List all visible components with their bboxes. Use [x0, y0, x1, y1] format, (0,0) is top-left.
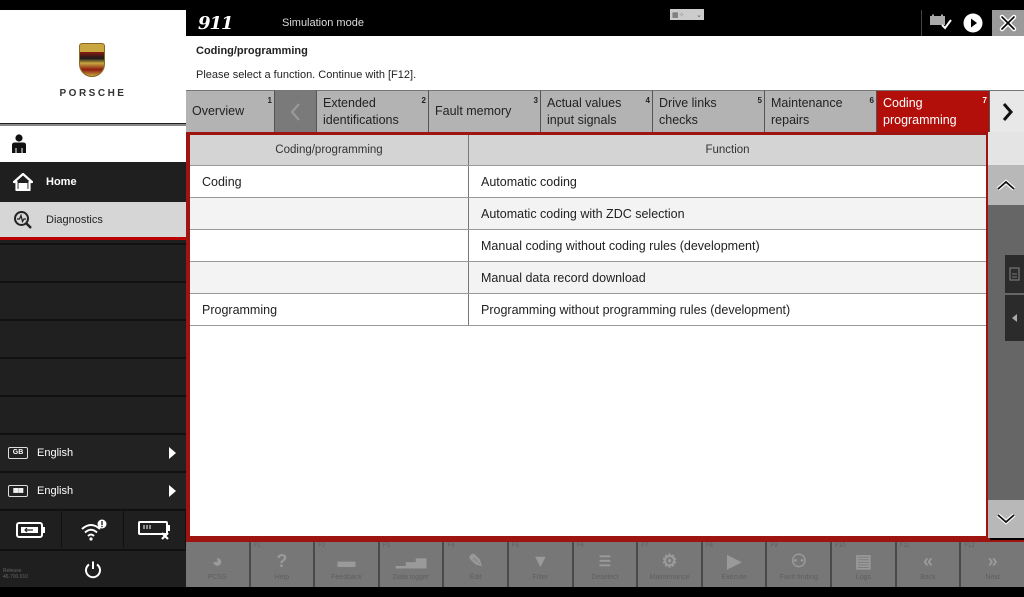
tab-label: identifications [323, 113, 399, 127]
nav-diagnostics[interactable] [0, 202, 186, 240]
data-logger-icon: ▁▃▅ [396, 553, 427, 568]
toolbar-label: PCSS [207, 574, 227, 581]
category-cell: Coding [190, 166, 469, 197]
release-version: 46.700.010 [3, 574, 29, 580]
page-header [186, 36, 1024, 90]
tab-label: Overview [192, 104, 245, 118]
keyboard-icon: ▦▦ [8, 485, 28, 497]
toolbar-label: Logs [855, 574, 871, 581]
brand-wordmark: PORSCHE [59, 88, 127, 99]
power-icon[interactable] [83, 560, 103, 580]
language-flag-icon: GB [8, 447, 28, 459]
tab-overview[interactable] [186, 90, 275, 132]
tab-label: Coding [883, 96, 923, 110]
toolbar-label: Maintenance [649, 574, 690, 581]
function-cell: Automatic coding [481, 174, 577, 189]
table-row[interactable] [190, 294, 986, 326]
tab-label: Maintenance [771, 96, 843, 110]
table-row[interactable] [190, 262, 986, 294]
tab-label: Actual values [547, 96, 622, 110]
title-bar [186, 10, 1024, 36]
bottom-bezel [0, 587, 1024, 597]
tab-actual-values[interactable] [541, 90, 653, 132]
diagnostics-icon [0, 210, 46, 230]
filter-icon: ▼ [531, 550, 550, 571]
back-icon: « [923, 550, 934, 571]
tab-number: 7 [982, 96, 987, 105]
mode-label: Simulation mode [282, 17, 364, 29]
function-cell: Manual data record download [481, 270, 646, 285]
divider [921, 10, 922, 36]
function-table [186, 132, 990, 540]
sidebar [0, 10, 186, 587]
chevron-right-icon [169, 485, 176, 497]
window-dropdown[interactable] [670, 9, 704, 20]
tab-bar [186, 90, 1024, 132]
tab-drive-links[interactable] [653, 90, 765, 132]
scrollbar[interactable] [988, 132, 1024, 538]
tab-number: 3 [533, 96, 538, 105]
side-panel-toggle[interactable] [1005, 295, 1024, 341]
function-key: F6 [576, 543, 584, 549]
toolbar-label: Edit [469, 574, 482, 581]
edit-icon: ✎ [468, 550, 484, 571]
execute-icon: ▶ [727, 550, 742, 571]
tab-number: 1 [267, 96, 272, 105]
category-cell [190, 230, 469, 261]
keyboard-label: English [37, 484, 74, 497]
power-row [0, 549, 186, 587]
chevron-down-icon: ⌄ [696, 11, 702, 19]
function-key: F4 [447, 543, 455, 549]
tab-coding-programming[interactable] [877, 90, 990, 132]
category-cell: Programming [190, 294, 469, 325]
sidebar-empty-slot [0, 281, 186, 318]
keyboard-selector[interactable] [0, 471, 186, 508]
table-row[interactable] [190, 230, 986, 262]
next-icon: » [987, 550, 998, 571]
nav-home[interactable] [0, 163, 186, 201]
release-info [3, 568, 28, 580]
grid-icon: ▦⁘ [672, 11, 685, 19]
function-key: F5 [512, 543, 520, 549]
tab-label: repairs [771, 113, 810, 127]
tab-scroll-left-button[interactable] [275, 90, 317, 132]
page-instruction: Please select a function. Continue with [F12]. [196, 69, 417, 81]
table-row[interactable] [190, 166, 986, 198]
toolbar-label: Help [274, 574, 290, 581]
fault-finding-icon: ⚇ [790, 550, 807, 571]
column-header[interactable]: Function [705, 144, 750, 156]
language-selector[interactable] [0, 433, 186, 470]
toolbar-button-edit[interactable] [444, 542, 509, 587]
user-icon [10, 134, 28, 154]
chevron-up-icon [996, 179, 1016, 191]
toolbar-label: Fault finding [779, 574, 818, 581]
tab-label: checks [659, 113, 698, 127]
scrollbar-header [988, 132, 1024, 165]
tab-label: input signals [547, 113, 617, 127]
tab-number: 4 [645, 96, 650, 105]
wifi-status[interactable] [62, 511, 124, 548]
category-cell [190, 262, 469, 293]
status-row [0, 509, 186, 548]
user-button[interactable] [0, 124, 186, 162]
release-label: Release [3, 568, 22, 574]
toolbar-label: Back [920, 574, 936, 581]
help-icon: ? [276, 550, 288, 571]
function-key: F10 [835, 543, 846, 549]
toolbar-button-maintenance[interactable] [638, 542, 703, 587]
pcss-icon: ◕ [211, 550, 223, 571]
vci-status[interactable] [124, 511, 186, 548]
toolbar-label: Feedback [331, 574, 362, 581]
toolbar-button-pcss[interactable] [186, 542, 251, 587]
maintenance-icon: ⚙ [661, 550, 678, 571]
toolbar-button-fault-finding[interactable] [767, 542, 832, 587]
function-key: F9 [770, 543, 778, 549]
toolbar-button-data-logger[interactable] [380, 542, 445, 587]
function-cell: Automatic coding with ZDC selection [481, 206, 685, 221]
sidebar-empty-slot [0, 395, 186, 432]
sidebar-empty-slot [0, 319, 186, 356]
notes-icon [1009, 267, 1021, 281]
function-key: F12 [964, 543, 975, 549]
table-header [190, 135, 986, 166]
battery-icon [16, 522, 46, 538]
scroll-down-button[interactable] [988, 500, 1024, 538]
function-cell: Programming without programming rules (development) [481, 302, 791, 317]
toolbar-label: Data logger [393, 574, 430, 581]
tab-maintenance-repairs[interactable] [765, 90, 877, 132]
tab-fault-memory[interactable] [429, 90, 541, 132]
column-header[interactable]: Coding/programming [190, 135, 469, 165]
chevron-right-icon [169, 447, 176, 459]
chevron-down-icon [996, 513, 1016, 525]
notes-side-button[interactable] [1005, 255, 1024, 293]
chevron-left-icon [289, 102, 303, 122]
function-key: F1 [253, 543, 261, 549]
toolbar-button-logs[interactable] [832, 542, 897, 587]
language-label: English [37, 446, 74, 459]
sidebar-empty-slot [0, 243, 186, 280]
toolbar-button-back[interactable] [897, 542, 962, 587]
battery-check-icon[interactable] [929, 13, 953, 31]
caret-left-icon [1011, 313, 1019, 323]
toolbar-label: Filter [532, 574, 549, 581]
toolbar-button-feedback[interactable] [315, 542, 380, 587]
play-icon[interactable] [963, 13, 983, 33]
toolbar-button-next[interactable] [961, 542, 1024, 587]
toolbar-label: Next [985, 574, 1000, 581]
close-icon [999, 14, 1017, 32]
logs-icon: ▤ [854, 550, 872, 571]
feedback-icon: ▬ [337, 550, 356, 571]
function-key: F7 [641, 543, 649, 549]
close-button[interactable] [992, 10, 1024, 36]
toolbar-button-execute[interactable] [703, 542, 768, 587]
tab-extended-identifications[interactable] [317, 90, 429, 132]
tab-number: 2 [421, 96, 426, 105]
category-cell [190, 198, 469, 229]
function-cell: Manual coding without coding rules (development) [481, 238, 760, 253]
deselect-icon: ☰ [598, 552, 612, 569]
tab-label: Extended [323, 96, 376, 110]
tab-label: Drive links [659, 96, 717, 110]
toolbar-label: Execute [721, 574, 747, 581]
function-key: F8 [705, 543, 713, 549]
toolbar-button-deselect[interactable] [574, 542, 639, 587]
tab-label: Fault memory [435, 104, 512, 118]
wifi-warning-icon [79, 519, 107, 541]
porsche-crest-icon [79, 43, 105, 77]
chevron-right-icon [1000, 102, 1014, 122]
tab-label: programming [883, 113, 957, 127]
nav-diagnostics-label: Diagnostics [46, 213, 103, 226]
toolbar-button-filter[interactable] [509, 542, 574, 587]
porsche-logo [0, 10, 186, 123]
battery-status[interactable] [0, 511, 62, 548]
model-logo: 911 [198, 13, 233, 34]
page-title: Coding/programming [196, 45, 308, 57]
function-key-toolbar [186, 540, 1024, 587]
function-key: F3 [382, 543, 390, 549]
tab-scroll-right-button[interactable] [990, 90, 1024, 132]
scroll-up-button[interactable] [988, 165, 1024, 205]
function-key: F11 [899, 543, 910, 549]
function-key: F2 [318, 543, 326, 549]
table-row[interactable] [190, 198, 986, 230]
home-icon [0, 173, 46, 191]
vci-disconnected-icon [138, 520, 172, 540]
sidebar-empty-slot [0, 357, 186, 394]
tab-number: 5 [757, 96, 762, 105]
tab-number: 6 [869, 96, 874, 105]
toolbar-button-help[interactable] [251, 542, 316, 587]
toolbar-label: Deselect [591, 574, 619, 581]
nav-home-label: Home [46, 176, 77, 188]
